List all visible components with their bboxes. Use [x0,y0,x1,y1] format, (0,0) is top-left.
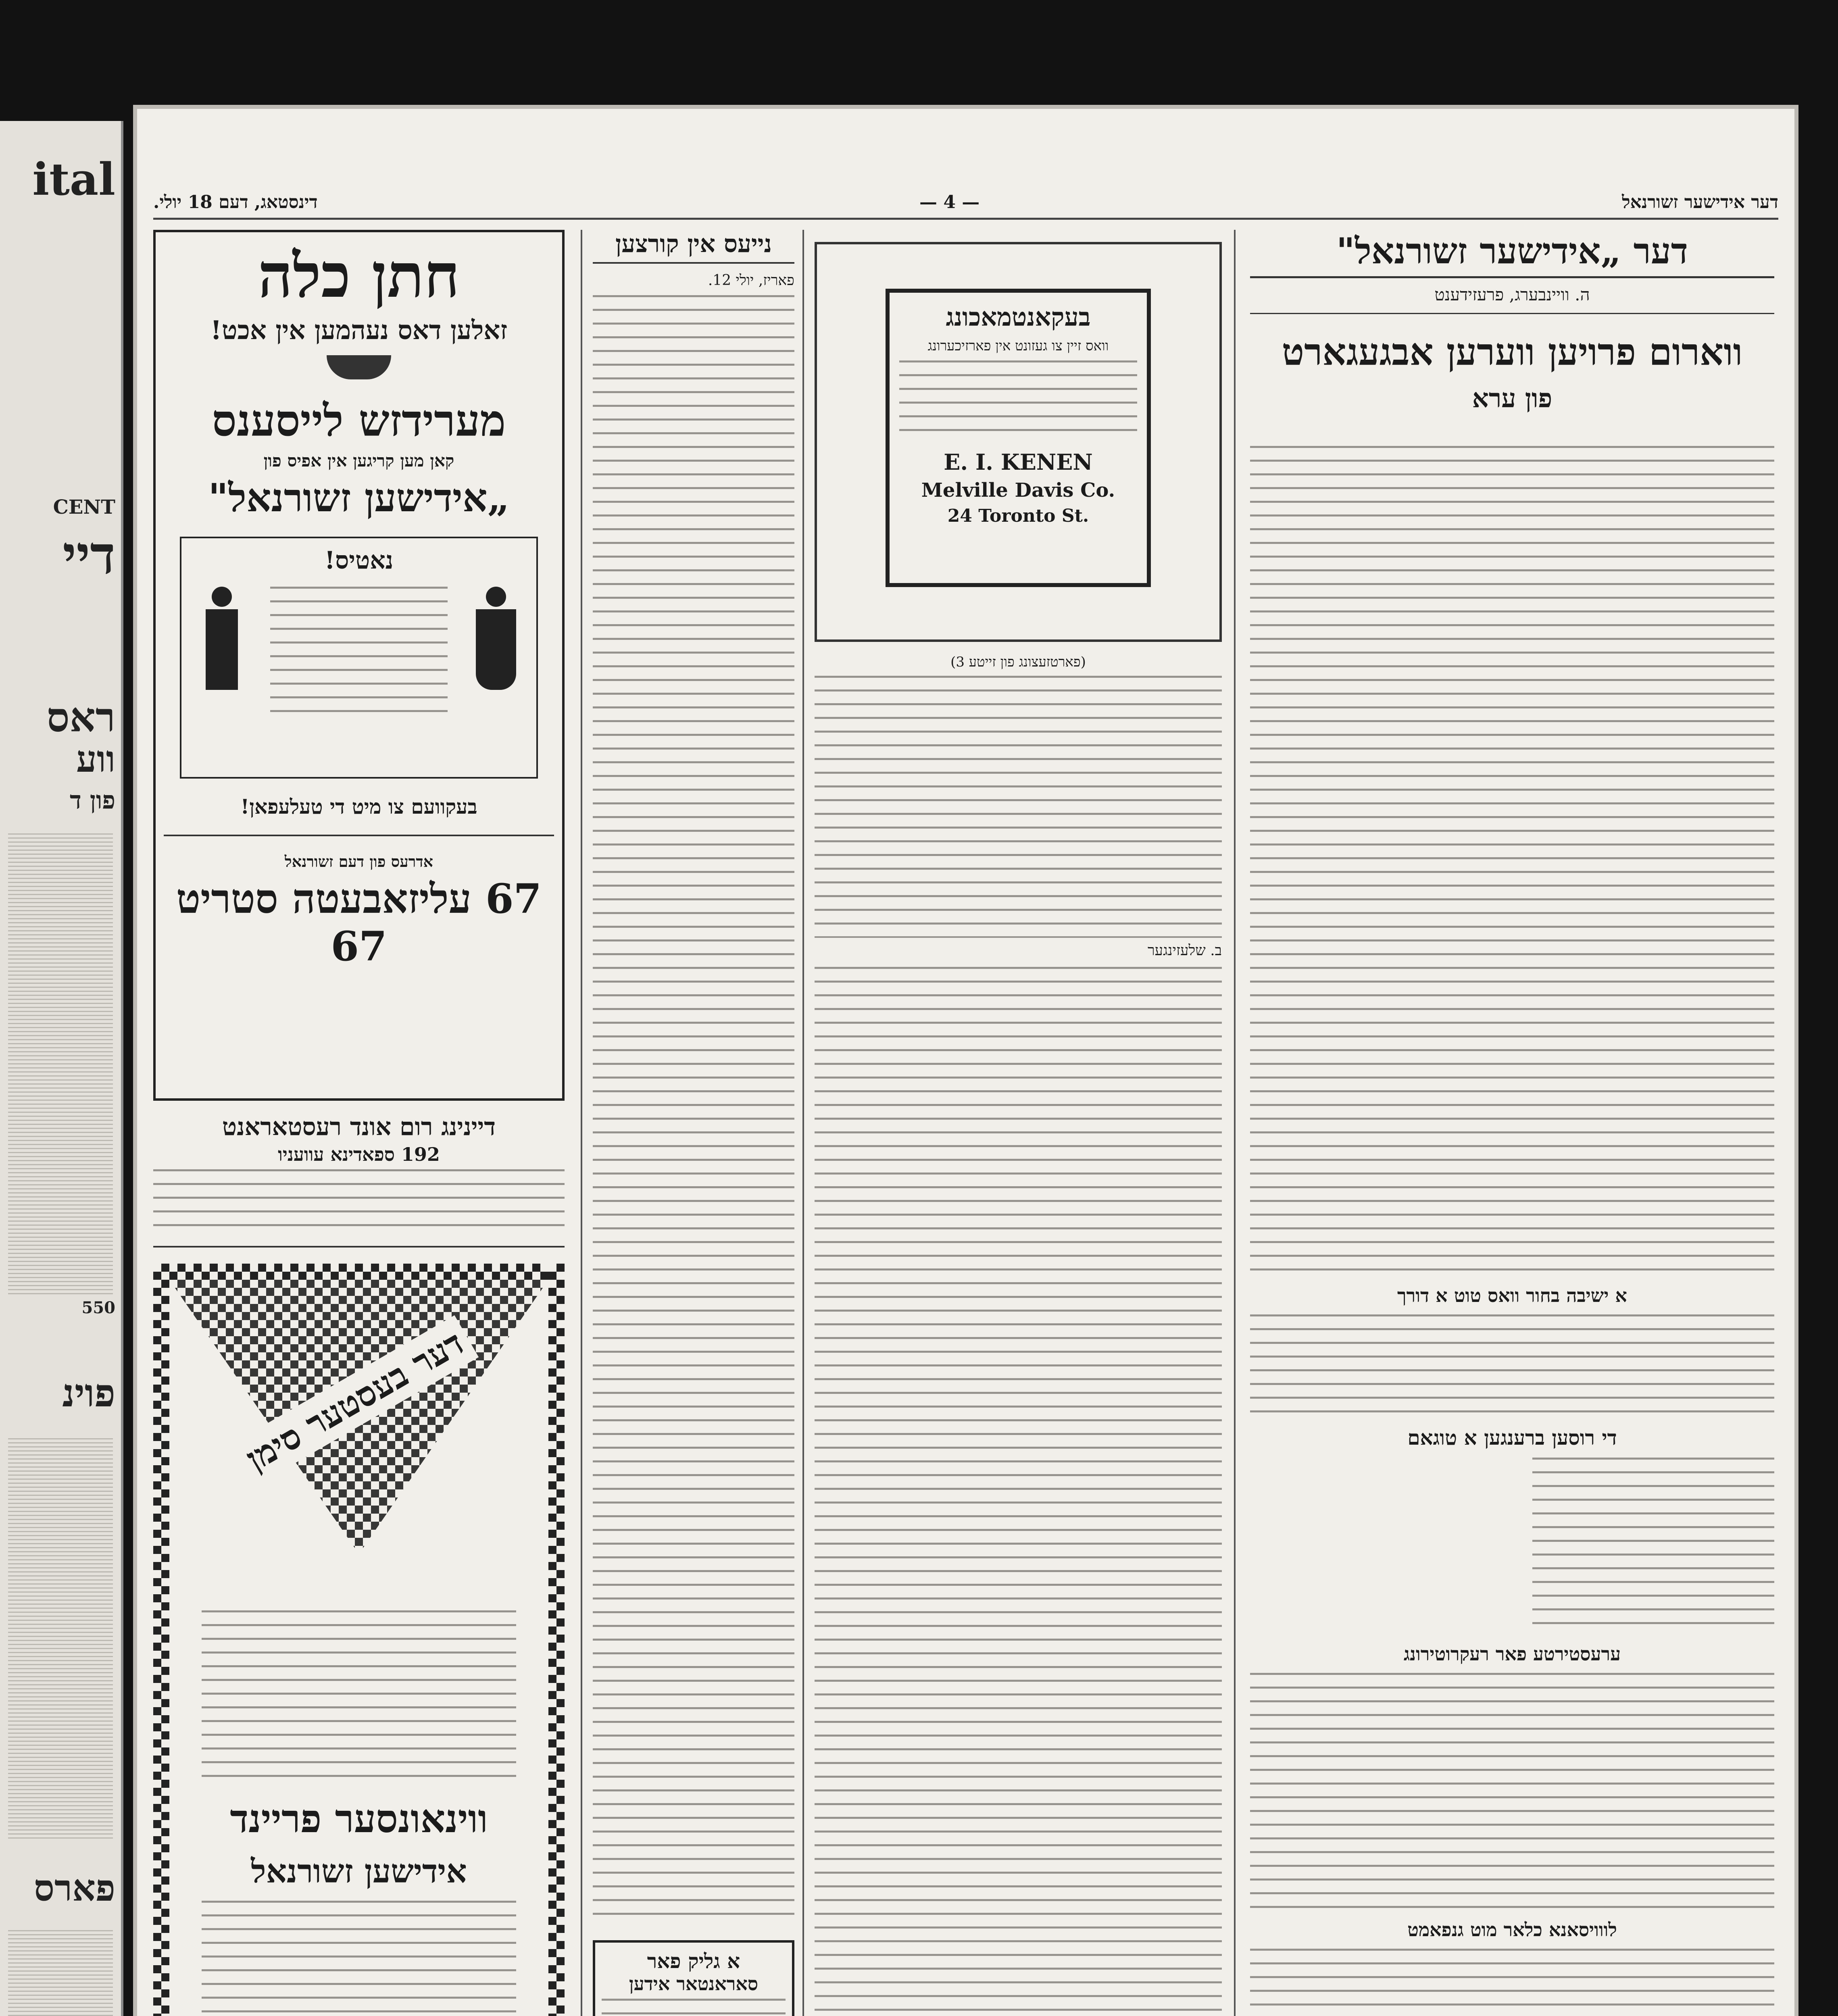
ad-body [202,1610,516,1780]
announcement-name: E. I. KENEN [944,449,1093,475]
announcement-address: 24 Toronto St. [947,506,1089,526]
prev-page-number: 550 [81,1298,115,1317]
announcement-title: בעקאנטמאכונג [946,302,1091,332]
column-editorial [1250,230,1774,2016]
license-ad [153,230,565,1101]
header-date: דינסטאג, דעם 18 יולי. [153,192,318,212]
newspaper-page [137,109,1794,2016]
article-body [1250,1314,1774,1419]
dateline: פאריז, יולי 12. [708,272,794,289]
prev-page-fragment: פוינ [62,1371,115,1416]
license-title: מערידזש לייסענס [212,396,506,446]
lubinsky-ad [593,1940,794,2016]
masthead: דער „אידישער זשורנאל" [1250,230,1774,278]
box-paper-1: ווינאונסער פריינד [230,1796,488,1841]
ad-title: א גליק פאר [647,1949,740,1973]
news-body [593,295,794,1924]
dining-title: דיינינג רום אונד רעסטאראנט [222,1113,496,1141]
announcement-frame [815,242,1222,642]
prev-page-fragment: פארס [33,1867,115,1910]
previous-page-strip [0,121,123,2016]
ad-body [153,1169,565,1238]
column-two [815,230,1222,2016]
telephone-line: בעקוועם צו מיט די טעלעפאן! [240,795,477,818]
publisher-line: ה. וויינבערג, פרעזידענט [1250,285,1774,314]
ornament-icon [327,355,391,379]
prev-page-fragment: ital [32,153,115,205]
article-body [1532,1458,1774,1635]
article-subhead: ערעסטירטע פאר רעקרוטירונג [1403,1643,1621,1665]
article-body [1250,446,1774,1272]
license-subtitle: קאן מען קריגען אין אפיס פון [263,451,454,471]
ad-body [899,360,1137,441]
subscription-ad [153,1264,565,2016]
column-rule [1234,230,1236,2016]
dining-address: 192 ספאדינא עוועניו [278,1143,440,1165]
ad-subtitle: סאראנטאר אידען [629,1973,759,1995]
address: 67 עליזאבעטה סטריט 67 [176,875,542,970]
announcement-text: וואס זיין צו געזונט אין פארזיכערונג [927,338,1109,354]
column-rule [802,230,804,2016]
continuation-note: (פארטזעצונג פון זייטע 3) [950,654,1086,670]
header-page-number: — 4 — [919,192,980,212]
article-body [815,676,1222,938]
article-subhead: לווויסאנא כלאר מוט גנפאמט [1407,1919,1617,1941]
article-byline: פון ערא [1472,383,1553,414]
notice-box [180,537,538,779]
column-ads [153,230,565,2016]
announcement-company: Melville Davis Co. [921,479,1115,502]
page-header [153,190,1778,220]
prev-page-fragment: פון ד [69,786,115,814]
article-subhead: א ישיבה בחור וואס טוט א דורך [1397,1285,1627,1306]
notice-body [270,587,448,716]
article-headline: ווארום פרויען ווערען אבגעגארט [1282,330,1743,374]
ad-body [602,1999,786,2016]
article-body [815,967,1222,2016]
paper-name: „אידישען זשורנאל" [208,475,510,521]
article-body [1250,1673,1774,1915]
notice-title: נאטיס! [324,546,394,575]
ad-subtitle: זאלען דאס נעהמען אין אכט! [210,315,508,346]
ad-title: חתן כלה [258,240,460,311]
couple-figure-icon [198,587,246,708]
ad-body [202,1901,516,2016]
section-heading: נייעס אין קורצען [593,230,794,264]
prev-page-fragment: דיי [63,524,115,586]
article-body [1250,1949,1774,2016]
announcement-ad [886,289,1151,587]
header-paper-name: דער אידישער זשורנאל [1622,192,1778,212]
dining-ad [153,1113,565,1248]
box-title: דער בעסטער סימן [231,1315,479,1486]
prev-page-fragment: ווע [76,738,115,781]
box-paper-2: אידישען זשורנאל [251,1852,467,1890]
signature: ב. שלעזינגער [1147,942,1222,959]
prev-page-fragment: CENT [53,496,115,519]
couple-figure-icon [472,587,520,708]
column-rule [581,230,582,2016]
article-subhead: די רוסען ברענגען א טוגאם [1407,1426,1617,1450]
address-label: אדרעס פון דעם זשורנאל [284,852,433,871]
column-news-briefs [593,230,794,2016]
prev-page-fragment: ראס [46,694,115,741]
